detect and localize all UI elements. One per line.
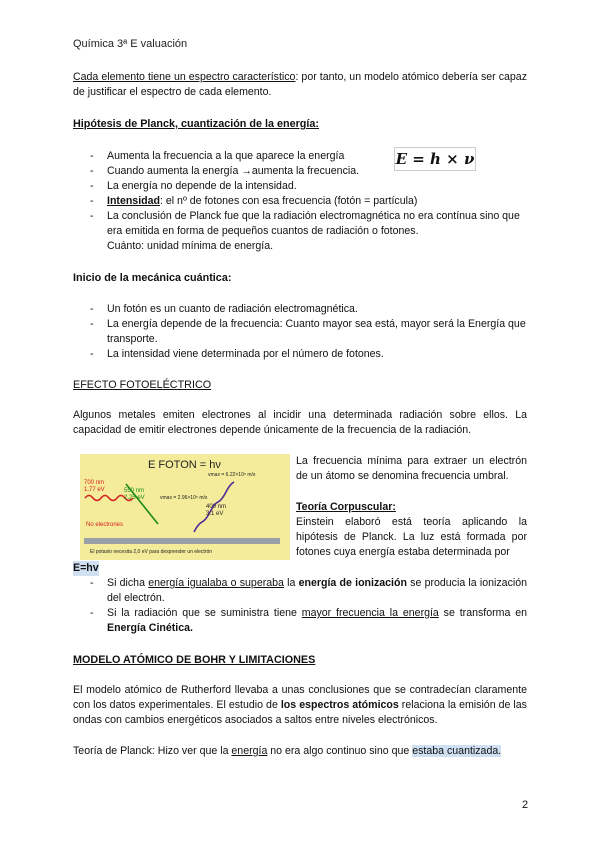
planck-item (73, 194, 527, 209)
page-number: 2 (522, 799, 529, 811)
wave3-energy: 3.1 eV (206, 511, 224, 517)
planck-item: - Aumenta la frecuencia a la que aparece la energía (73, 149, 527, 164)
photoelectric-figure (80, 454, 290, 560)
item-bold: Energía Cinética. (107, 622, 193, 634)
planck-quantum-def: Cuánto: unidad mínima de energía. (107, 240, 274, 252)
planck-theory-underlined: energía (231, 745, 268, 757)
item-text: Si la radiación que se suministra tiene (107, 607, 302, 619)
wave3-label: 400 nm (206, 504, 227, 510)
ionization-list (73, 576, 527, 636)
bohr-text: El modelo atómico de Rutherford llevaba a unas conclusiones que se contradecían claramente con los datos experimentales. El estudio de (73, 684, 527, 711)
planck-conclusion: La conclusión de Planck fue que la radiación electromagnética no era contínua sino que era emitida en forma de pequeños cuantos de radiación o fotones. (107, 210, 520, 237)
item-underlined: mayor frecuencia la energía (301, 607, 439, 619)
planck-list (73, 149, 527, 254)
kinetic-item (73, 606, 527, 636)
velocity2-label: vmax = 6.22×10⁵ m/s (208, 472, 256, 478)
wave2-label: 550 nm (124, 488, 145, 494)
bohr-heading: MODELO ATÓMICO DE BOHR Y LIMITACIONES (73, 654, 316, 666)
quantum-heading: Inicio de la mecánica cuántica: (73, 272, 232, 284)
planck-theory-text: no era algo continuo sino que (267, 745, 413, 757)
item-text: Si dicha (107, 577, 149, 589)
ionization-item (73, 576, 527, 606)
no-electrons-label: No electrones (86, 522, 124, 528)
item-underlined: energía igualaba o superaba (148, 577, 284, 589)
wave1-label: 700 nm (84, 480, 105, 486)
planck-item (73, 209, 527, 254)
planck-item: - Cuando aumenta la energía →aumenta la frecuencia. (73, 164, 527, 179)
planck-theory-highlight: estaba cuantizada. (412, 745, 502, 757)
threshold-paragraph: La frecuencia mínima para extraer un electrón de un átomo se denomina frecuencia umbral. (296, 455, 527, 482)
quantum-list (73, 302, 527, 362)
wave1-energy: 1.77 eV (84, 487, 105, 493)
metal-plate (84, 538, 280, 544)
photo-paragraph: Algunos metales emiten electrones al incidir una determinada radiación sobre ellos. La capacidad de emitir electrones depende únicamente de la frecuencia de la radiación. (73, 409, 527, 436)
planck-theory-text: Teoría de Planck: Hizo ver que la (73, 745, 232, 757)
theory-heading: Teoría Corpuscular: (296, 501, 396, 513)
planck-item: - La energía no depende de la intensidad. (73, 179, 527, 194)
intensity-text: : el nº de fotones con esa frecuencia (fotón = partícula) (159, 195, 418, 207)
photoelectric-illustration (80, 454, 290, 560)
intensity-label: Intensidad (107, 195, 160, 207)
velocity1-label: vmax = 2.96×10⁵ m/s (160, 495, 208, 501)
planck-heading: Hipótesis de Planck, cuantización de la energía: (73, 118, 320, 130)
item-text: se transforma en (438, 607, 527, 619)
intro-underlined: Cada elemento tiene un espectro característico (73, 71, 296, 83)
quantum-item: - Un fotón es un cuanto de radiación electromagnética. (73, 302, 527, 317)
bohr-text: relaciona la emisión de las ondas con cambios energéticos asociados a saltos entre niveles electrónicos. (73, 699, 527, 726)
intro-rest: : por tanto, un modelo atómico debería ser capaz de justificar el espectro de cada elemento. (73, 71, 527, 98)
quantum-item: - La energía depende de la frecuencia: Cuanto mayor sea está, mayor será la Energía que transporte. (73, 317, 527, 347)
item-bold: energía de ionización (298, 577, 407, 589)
intro-paragraph (73, 70, 527, 100)
wave2-energy: 2.25 eV (124, 495, 145, 501)
photon-energy-formula: E=hv (73, 562, 99, 574)
figure-caption: El potasio necesita 2,0 eV para desprender un electrón (90, 549, 213, 555)
theory-text: Einstein elaboró está teoría aplicando la hipótesis de Planck. La luz está formada por fotones cuya energía estaba determinada por (296, 516, 527, 558)
item-text: la (283, 577, 299, 589)
quantum-item: - La intensidad viene determinada por el número de fotones. (73, 347, 527, 362)
planck-theory-paragraph (73, 744, 527, 759)
page-header: Química 3ª E valuación (73, 38, 188, 50)
photo-heading: EFECTO FOTOELÉCTRICO (73, 379, 212, 391)
figure-title: E FOTON = hν (148, 459, 221, 471)
planck-formula: E = h × ν (394, 147, 476, 171)
bohr-paragraph (73, 683, 527, 728)
bohr-bold: los espectros atómicos (280, 699, 399, 711)
item-text: se producia la ionización del electrón. (107, 577, 528, 604)
